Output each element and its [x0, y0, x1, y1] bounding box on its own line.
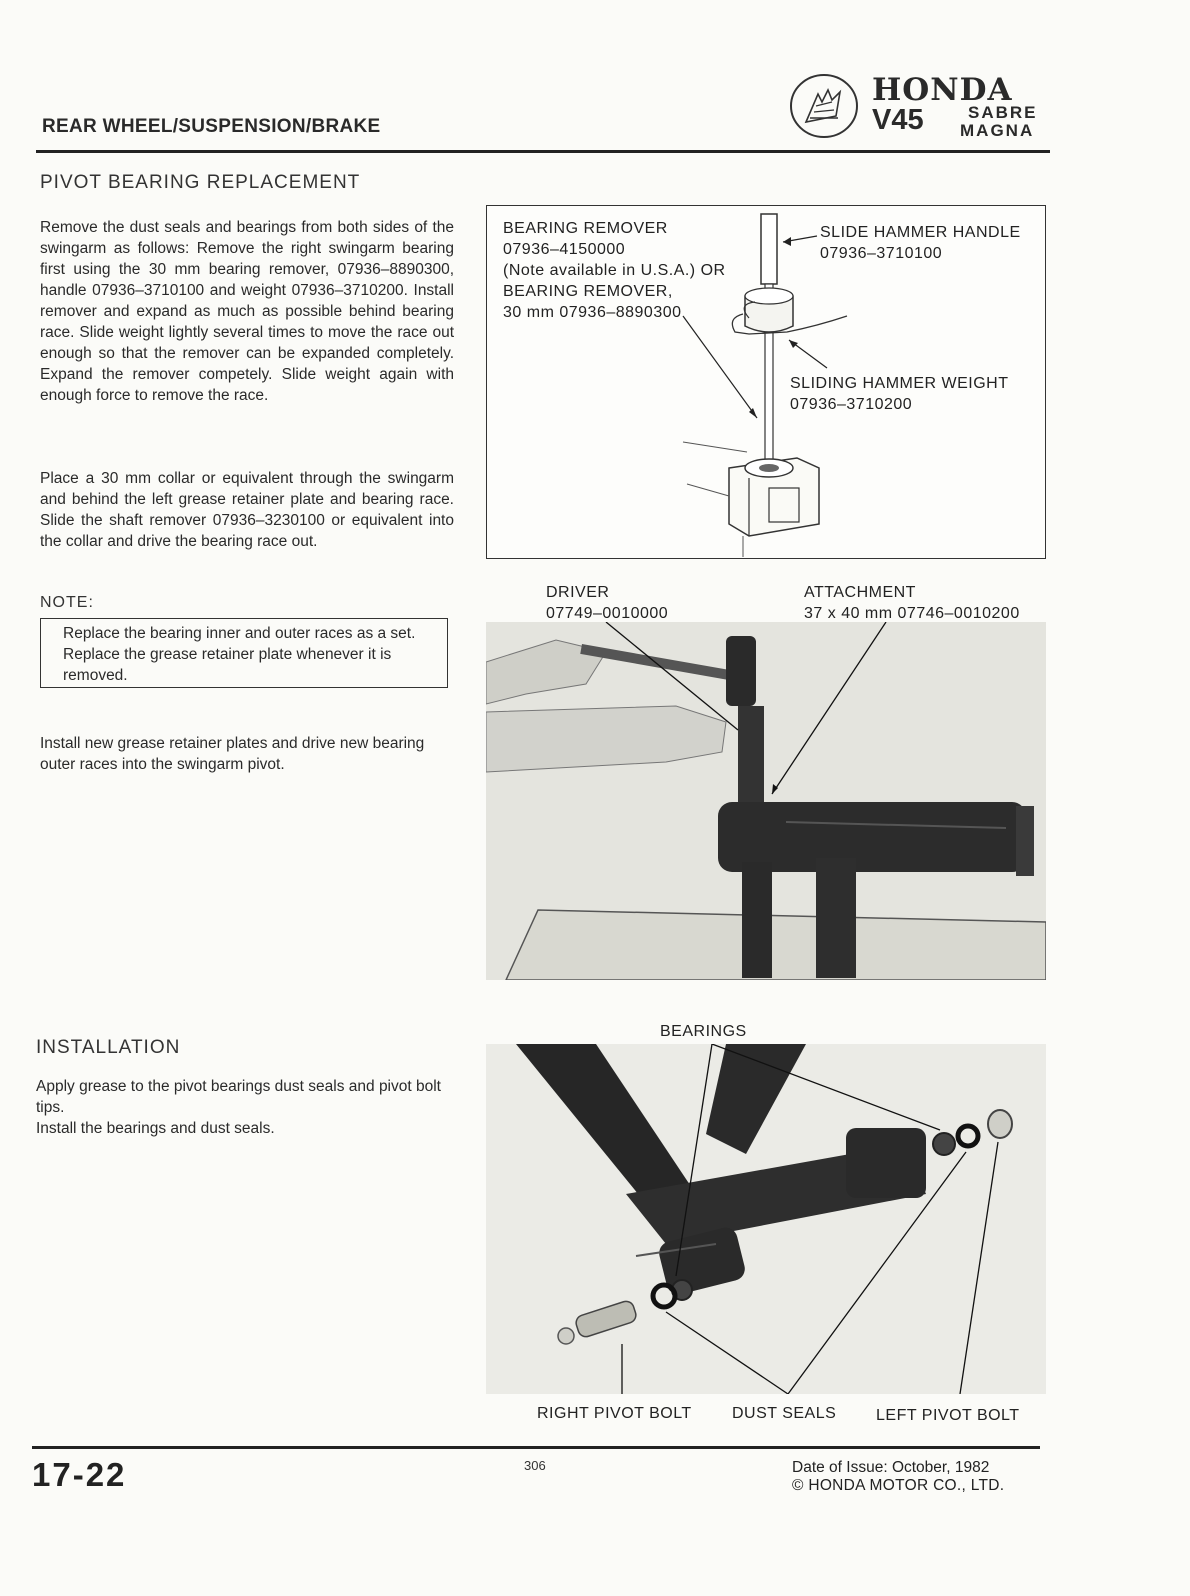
copyright: © HONDA MOTOR CO., LTD. — [792, 1477, 1005, 1494]
installation-section-title: INSTALLATION — [36, 1037, 181, 1058]
driver-label-line-2: 07749–0010000 — [546, 605, 669, 622]
section-header: REAR WHEEL/SUSPENSION/BRAKE — [42, 116, 381, 137]
remover-label-line-5: 30 mm 07936–8890300 — [503, 304, 682, 321]
driver-label-line-1: DRIVER — [546, 584, 610, 601]
pivot-section-title: PIVOT BEARING REPLACEMENT — [40, 172, 361, 193]
pivot-paragraph-2 — [40, 468, 454, 552]
remover-label — [503, 218, 726, 323]
pivot-paragraph-1 — [40, 217, 454, 406]
weight-label — [790, 373, 1009, 415]
model-variant-top: SABRE — [968, 103, 1038, 122]
attachment-label — [804, 582, 1020, 624]
page-code: 17-22 — [32, 1456, 127, 1493]
weight-label-line-1: SLIDING HAMMER WEIGHT — [790, 375, 1009, 392]
swingarm-photo — [486, 1044, 1046, 1394]
remover-label-line-4: BEARING REMOVER, — [503, 283, 673, 300]
footer-rule — [32, 1446, 1040, 1449]
model-variant-bottom: MAGNA — [960, 121, 1035, 140]
issue-date: Date of Issue: October, 1982 — [792, 1459, 990, 1476]
pivot-paragraph-3-text: Install new grease retainer plates and drive new bearing outer races into the swingarm pivot. — [40, 735, 425, 773]
driver-photo — [486, 622, 1046, 980]
note-text: Replace the bearing inner and outer races as a set. Replace the grease retainer plate whenever it is removed. — [63, 625, 416, 684]
pivot-paragraph-3 — [40, 733, 454, 775]
honda-wing-logo-icon — [788, 72, 860, 140]
installation-text — [36, 1076, 456, 1139]
pivot-paragraph-1-text: Remove the dust seals and bearings from both sides of the swingarm as follows: Remove the right swingarm bearing first using the 30 mm bearing remover, 07936–8890300, handle 07936–3710100 and weight 07936–3710200. Install remover and expand as much as possible behind bearing race. Slide weight lightly several times to move the race out enough so that the remover can be expanded completely. Expand the remover competely. Slide weight again with enough force to remove the race. — [40, 219, 454, 404]
note-box — [40, 618, 448, 688]
handle-label — [820, 222, 1021, 264]
attachment-label-line-2: 37 x 40 mm 07746–0010200 — [804, 605, 1020, 622]
weight-label-line-2: 07936–3710200 — [790, 396, 913, 413]
handle-label-line-2: 07936–3710100 — [820, 245, 943, 262]
installation-paragraph-2: Install the bearings and dust seals. — [36, 1120, 275, 1137]
handle-label-line-1: SLIDE HAMMER HANDLE — [820, 224, 1021, 241]
dust-seals-label: DUST SEALS — [732, 1405, 837, 1422]
remover-label-line-1: BEARING REMOVER — [503, 220, 668, 237]
note-label: NOTE: — [40, 594, 94, 611]
pivot-paragraph-2-text: Place a 30 mm collar or equivalent through the swingarm and behind the left grease retainer plate and bearing race. Slide the shaft remover 07936–3230100 or equivalent into the collar and drive the bearing race out. — [40, 470, 454, 550]
bearings-label: BEARINGS — [660, 1023, 747, 1040]
figure-bearing-remover — [486, 205, 1046, 559]
remover-label-line-3: (Note available in U.S.A.) OR — [503, 262, 726, 279]
right-pivot-bolt-label: RIGHT PIVOT BOLT — [537, 1405, 692, 1422]
header-rule — [36, 150, 1050, 153]
remover-label-line-2: 07936–4150000 — [503, 241, 626, 258]
left-pivot-bolt-label: LEFT PIVOT BOLT — [876, 1407, 1020, 1424]
brand-name: HONDA — [872, 72, 1013, 108]
attachment-label-line-1: ATTACHMENT — [804, 584, 916, 601]
installation-paragraph-1: Apply grease to the pivot bearings dust seals and pivot bolt tips. — [36, 1078, 441, 1116]
page-number: 306 — [524, 1458, 546, 1473]
model-name: V45 — [872, 104, 924, 136]
driver-label — [546, 582, 668, 624]
